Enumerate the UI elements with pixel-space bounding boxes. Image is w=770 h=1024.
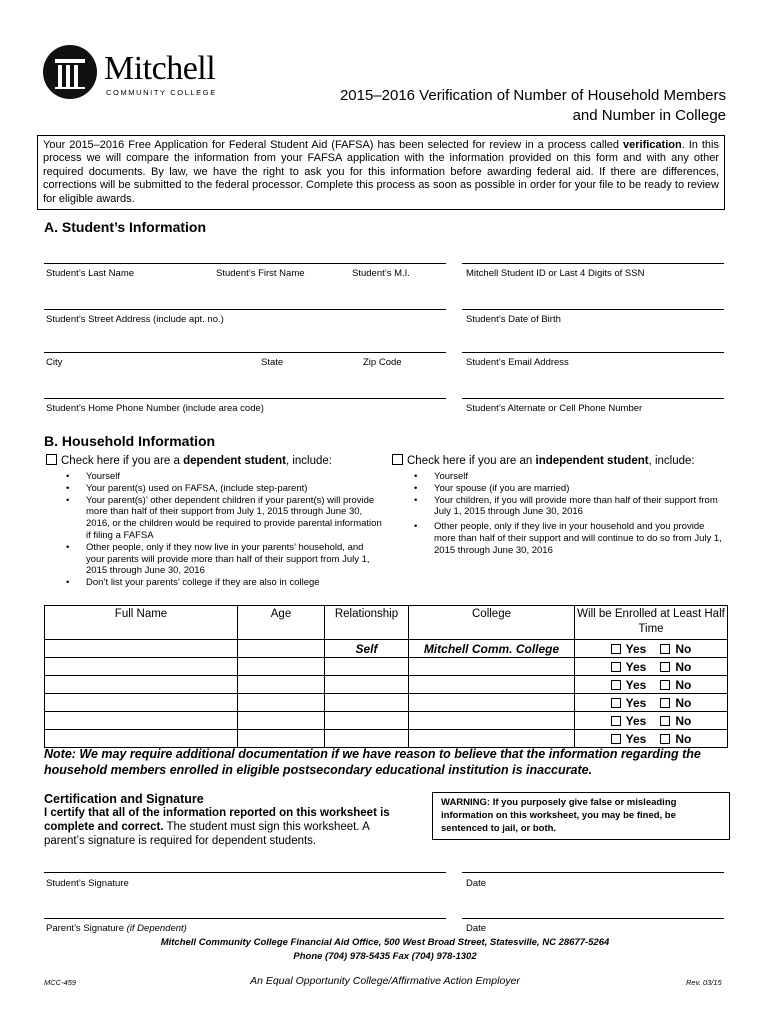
yes-label: Yes <box>625 731 647 746</box>
enrolled-half-time-cell <box>575 658 728 676</box>
no-checkbox[interactable] <box>660 644 670 654</box>
list-item: • Don’t list your parents’ college if they are also in college <box>62 577 382 589</box>
documentation-note: Note: We may require additional documentation if we have reason to believe that the information regarding the household members enrolled in eligible postsecondary educational institution is inaccurate. <box>44 747 701 777</box>
household-table <box>44 605 728 748</box>
relationship-cell[interactable] <box>325 730 409 748</box>
full-name-cell[interactable] <box>45 658 238 676</box>
independent-include-list <box>410 471 728 557</box>
yes-label: Yes <box>625 659 647 674</box>
relationship-cell[interactable] <box>325 676 409 694</box>
form-id: MCC-459 <box>44 978 77 987</box>
table-row <box>45 694 728 712</box>
list-item: • Other people, only if they live in your household and you provide more than half of their support and will continue to do so from July 1, 2015 through June 30, 2016 <box>410 521 728 556</box>
revision-date: Rev. 03/15 <box>686 978 722 987</box>
age-cell[interactable] <box>238 730 325 748</box>
college-logo-subtitle: COMMUNITY COLLEGE <box>106 88 217 97</box>
parent-signature-label: Parent’s Signature (if Dependent) <box>46 923 187 934</box>
name-line[interactable] <box>44 263 446 264</box>
list-item: • Other people, only if they now live in your parents’ household, and your parents will provide more than half of their support from July 1, 2015 through June 30, 2016 <box>62 542 382 577</box>
section-b-heading: B. Household Information <box>44 433 216 449</box>
yes-checkbox[interactable] <box>611 716 621 726</box>
no-label: No <box>675 731 692 746</box>
certification-heading: Certification and Signature <box>44 792 204 806</box>
enrolled-half-time-cell <box>575 712 728 730</box>
student-id-label: Mitchell Student ID or Last 4 Digits of SSN <box>466 268 645 279</box>
student-signature-label: Student’s Signature <box>46 878 129 889</box>
table-row <box>45 658 728 676</box>
no-checkbox[interactable] <box>660 662 670 672</box>
no-checkbox[interactable] <box>660 698 670 708</box>
relationship-cell[interactable] <box>325 694 409 712</box>
full-name-cell[interactable] <box>45 712 238 730</box>
mi-label: Student’s M.I. <box>352 268 410 279</box>
dependent-include-list <box>62 471 382 589</box>
first-name-label: Student’s First Name <box>216 268 305 279</box>
list-item: • Your parent(s)’ other dependent children if your parent(s) will provide more than half of their support from July 1, 2015 through June 30, 2016, or the children would be required to provide parental information if filing a FAFSA <box>62 495 382 542</box>
enrolled-half-time-cell <box>575 694 728 712</box>
relationship-cell[interactable]: Self <box>325 640 409 658</box>
full-name-cell[interactable] <box>45 676 238 694</box>
no-label: No <box>675 659 692 674</box>
home-phone-line[interactable] <box>44 398 446 399</box>
college-cell[interactable] <box>409 676 575 694</box>
list-item: • Your parent(s) used on FAFSA, (include step-parent) <box>62 483 382 495</box>
col-college: College <box>409 606 575 640</box>
age-cell[interactable] <box>238 712 325 730</box>
parent-date-line[interactable] <box>462 918 724 919</box>
no-label: No <box>675 677 692 692</box>
student-date-line[interactable] <box>462 872 724 873</box>
yes-label: Yes <box>625 677 647 692</box>
relationship-cell[interactable] <box>325 712 409 730</box>
email-label: Student’s Email Address <box>466 357 569 368</box>
state-label: State <box>261 357 284 368</box>
no-label: No <box>675 695 692 710</box>
independent-checkbox[interactable] <box>392 454 403 465</box>
eeo-statement: An Equal Opportunity College/Affirmative Action Employer <box>250 975 520 987</box>
col-enrolled-half-time: Will be Enrolled at Least Half Time <box>575 606 728 640</box>
yes-label: Yes <box>625 641 647 656</box>
college-logo-icon <box>42 44 98 100</box>
college-cell[interactable]: Mitchell Comm. College <box>409 640 575 658</box>
office-phone: Phone (704) 978-5435 Fax (704) 978-1302 <box>293 951 477 962</box>
col-full-name: Full Name <box>45 606 238 640</box>
list-item: • Yourself <box>410 471 728 483</box>
no-label: No <box>675 641 692 656</box>
city-label: City <box>46 357 63 368</box>
alt-phone-line[interactable] <box>462 398 724 399</box>
yes-label: Yes <box>625 713 647 728</box>
city-state-zip-line[interactable] <box>44 352 446 353</box>
college-cell[interactable] <box>409 712 575 730</box>
zip-label: Zip Code <box>363 357 402 368</box>
college-logo-name: Mitchell <box>104 50 216 87</box>
age-cell[interactable] <box>238 694 325 712</box>
date-label: Date <box>466 923 487 934</box>
street-address-label: Student’s Street Address (include apt. no.) <box>46 314 224 325</box>
student-signature-line[interactable] <box>44 872 446 873</box>
email-line[interactable] <box>462 352 724 353</box>
no-checkbox[interactable] <box>660 716 670 726</box>
dob-label: Student’s Date of Birth <box>466 314 561 325</box>
office-address: Mitchell Community College Financial Aid Office, 500 West Broad Street, Statesville, NC 28677-5264 <box>160 937 610 948</box>
table-row <box>45 676 728 694</box>
yes-checkbox[interactable] <box>611 644 621 654</box>
enrolled-half-time-cell <box>575 730 728 748</box>
no-checkbox[interactable] <box>660 734 670 744</box>
section-a-heading: A. Student’s Information <box>44 219 207 235</box>
relationship-cell[interactable] <box>325 658 409 676</box>
yes-checkbox[interactable] <box>611 734 621 744</box>
last-name-label: Student’s Last Name <box>46 268 135 279</box>
dependent-checkbox[interactable] <box>46 454 57 465</box>
date-label: Date <box>466 878 487 889</box>
no-checkbox[interactable] <box>660 680 670 690</box>
dependent-student-option[interactable]: Check here if you are a dependent student, include: <box>46 454 332 467</box>
college-cell[interactable] <box>409 730 575 748</box>
table-row <box>45 640 728 658</box>
table-row <box>45 712 728 730</box>
enrolled-half-time-cell <box>575 676 728 694</box>
yes-checkbox[interactable] <box>611 662 621 672</box>
enrolled-half-time-cell <box>575 640 728 658</box>
yes-label: Yes <box>625 695 647 710</box>
college-cell[interactable] <box>409 694 575 712</box>
intro-paragraph: Your 2015–2016 Free Application for Federal Student Aid (FAFSA) has been selected for review in a process called verification. In this process we will compare the information from your FAFSA application with the information provided on this form and with any other required documents. By law, we have the right to ask you for this information before awarding federal aid. If there are differences, corrections will be submitted to the federal processor. Complete this process as soon as possible in order for your file to be ready to review for eligible awards. <box>37 135 725 210</box>
yes-checkbox[interactable] <box>611 680 621 690</box>
col-relationship: Relationship <box>325 606 409 640</box>
age-cell[interactable] <box>238 640 325 658</box>
home-phone-label: Student’s Home Phone Number (include area code) <box>46 403 264 414</box>
college-cell[interactable] <box>409 658 575 676</box>
col-age: Age <box>238 606 325 640</box>
list-item: • Your spouse (if you are married) <box>410 483 728 495</box>
full-name-cell[interactable] <box>45 730 238 748</box>
certification-statement: I certify that all of the information reported on this worksheet is complete and correct. The student must sign this worksheet. A parent’s signature is required for dependent students. <box>44 807 390 847</box>
list-item: • Your children, if you will provide more than half of their support from July 1, 2015 through June 30, 2016 <box>410 495 728 519</box>
student-id-line[interactable] <box>462 263 724 264</box>
warning-box: WARNING: If you purposely give false or misleading information on this worksheet, you may be fined, be sentenced to jail, or both. <box>432 792 730 840</box>
age-cell[interactable] <box>238 658 325 676</box>
street-address-line[interactable] <box>44 309 446 310</box>
no-label: No <box>675 713 692 728</box>
parent-signature-line[interactable] <box>44 918 446 919</box>
independent-student-option[interactable]: Check here if you are an independent student, include: <box>392 454 695 467</box>
list-item: • Yourself <box>62 471 382 483</box>
table-row <box>45 730 728 748</box>
full-name-cell[interactable] <box>45 694 238 712</box>
age-cell[interactable] <box>238 676 325 694</box>
dob-line[interactable] <box>462 309 724 310</box>
alt-phone-label: Student’s Alternate or Cell Phone Number <box>466 403 643 414</box>
yes-checkbox[interactable] <box>611 698 621 708</box>
form-title: 2015–2016 Verification of Number of Household Members and Number in College <box>339 87 726 124</box>
full-name-cell[interactable] <box>45 640 238 658</box>
table-header-row <box>45 606 728 640</box>
